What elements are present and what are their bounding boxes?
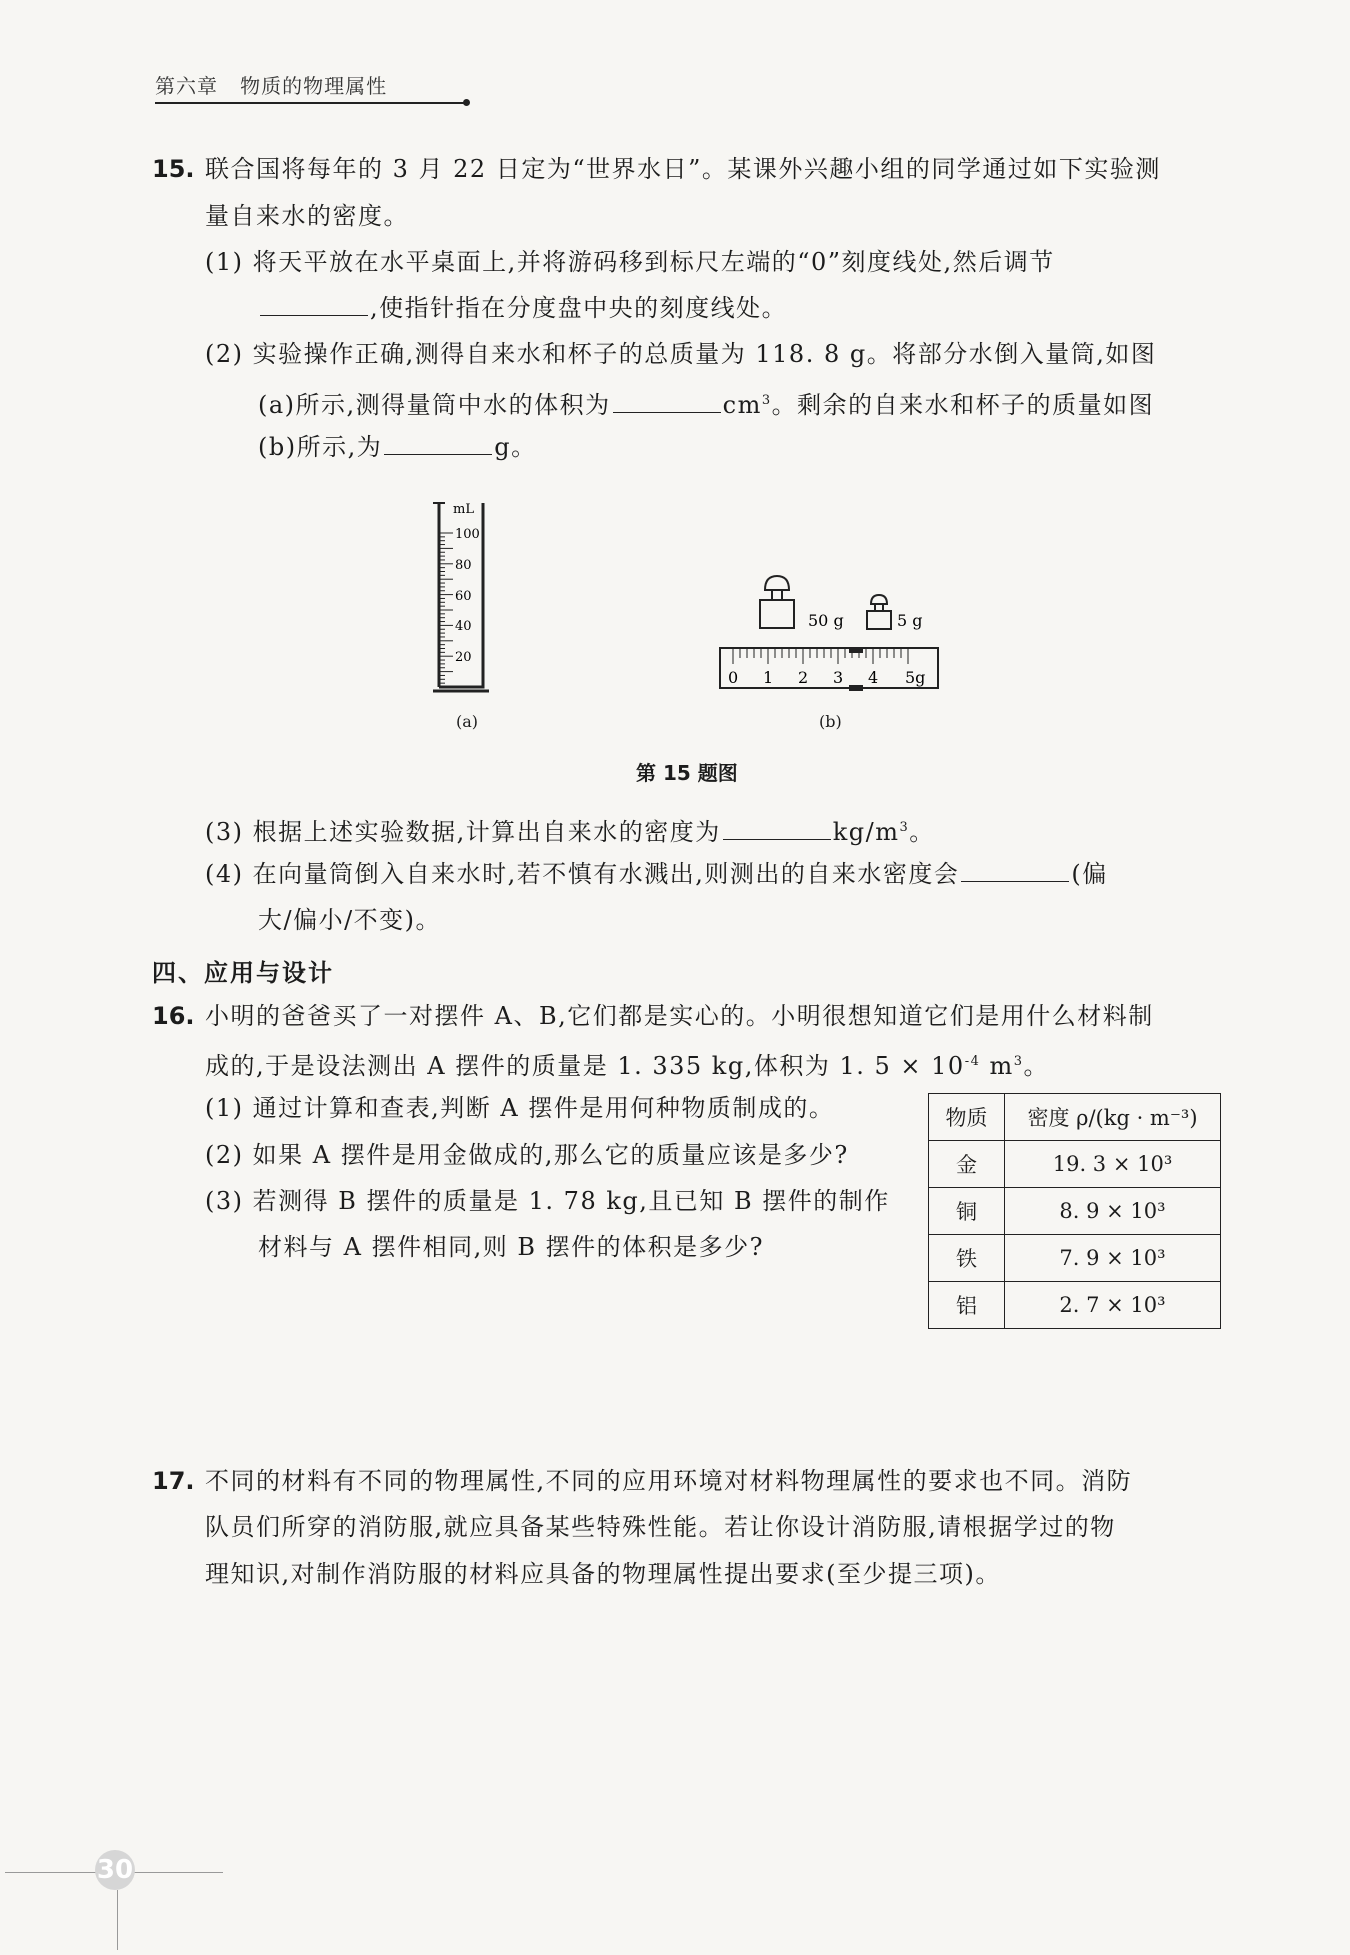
q15-line2: 量自来水的密度。 <box>205 202 409 230</box>
q16-part3-line1: (3) 若测得 B 摆件的质量是 1. 78 kg,且已知 B 摆件的制作 <box>205 1187 890 1215</box>
figure-a-label: (a) <box>456 712 479 731</box>
cylinder-tick-80: 80 <box>455 558 472 573</box>
q17-line1: 不同的材料有不同的物理属性,不同的应用环境对材料物理属性的要求也不同。消防 <box>205 1467 1133 1495</box>
table-cell-substance: 铁 <box>929 1235 1005 1282</box>
table-cell-density: 8. 9 × 10³ <box>1005 1188 1221 1235</box>
graduated-cylinder-figure <box>425 495 505 695</box>
figure-caption: 第 15 题图 <box>636 761 738 785</box>
answer-blank-q15-3[interactable] <box>723 817 831 840</box>
q15-part2-line2: (a)所示,测得量筒中水的体积为 $cm^3$。剩余的自来水和杯子的质量如图 <box>258 391 1155 419</box>
q16-part3-line2: 材料与 A 摆件相同,则 B 摆件的体积是多少? <box>258 1233 764 1261</box>
cylinder-tick-100: 100 <box>455 527 480 542</box>
table-cell-substance: 金 <box>929 1141 1005 1188</box>
q15-part2-line1: (2) 实验操作正确,测得自来水和杯子的总质量为 118. 8 g。将部分水倒入量筒,如图 <box>205 340 1157 368</box>
q15-part1-line1: (1) 将天平放在水平桌面上,并将游码移到标尺左端的“0”刻度线处,然后调节 <box>205 248 1055 276</box>
chapter-label: 第六章 <box>155 74 218 98</box>
answer-blank-q15-4[interactable] <box>961 859 1069 882</box>
q17-line2: 队员们所穿的消防服,就应具备某些特殊性能。若让你设计消防服,请根据学过的物 <box>205 1513 1116 1541</box>
weight-5g-label: 5 g <box>897 611 923 630</box>
scale-label-0: 0 <box>728 668 739 687</box>
header-rule-dot <box>463 99 470 106</box>
table-header-density: 密度 ρ/(kg · m⁻³) <box>1005 1094 1221 1141</box>
table-row <box>929 1188 1221 1235</box>
running-header <box>155 70 387 99</box>
table-header-row <box>929 1094 1221 1141</box>
q17-line3: 理知识,对制作消防服的材料应具备的物理属性提出要求(至少提三项)。 <box>205 1560 1001 1588</box>
table-header-substance: 物质 <box>929 1094 1005 1141</box>
scale-label-5: 5g <box>905 668 926 687</box>
scale-label-4: 4 <box>868 668 879 687</box>
balance-weights-figure <box>715 568 945 698</box>
q15-part2-line3: (b)所示,为 g。 <box>258 433 537 461</box>
chapter-title: 物质的物理属性 <box>240 74 388 98</box>
q15-part1-line2: ,使指针指在分度盘中央的刻度线处。 <box>258 292 787 324</box>
page-number: 30 <box>95 1850 135 1890</box>
table-cell-substance: 铝 <box>929 1282 1005 1329</box>
rider-top <box>849 647 863 653</box>
q16-line1: 小明的爸爸买了一对摆件 A、B,它们都是实心的。小明很想知道它们是用什么材料制 <box>205 1002 1154 1030</box>
cylinder-tick-20: 20 <box>455 650 472 665</box>
q17-number: 17. <box>152 1467 195 1495</box>
table-row <box>929 1282 1221 1329</box>
density-table <box>928 1093 1221 1329</box>
q15-part3: (3) 根据上述实验数据,计算出自来水的密度为 $kg/m^3$。 <box>205 818 935 846</box>
q15-part4-line2: 大/偏小/不变)。 <box>258 906 442 934</box>
table-row <box>929 1235 1221 1282</box>
answer-blank-q15-1[interactable] <box>260 293 368 316</box>
figure-b-label: (b) <box>819 712 842 731</box>
q16-number: 16. <box>152 1002 195 1030</box>
answer-blank-q15-2a[interactable] <box>613 390 721 413</box>
cylinder-unit: mL <box>453 502 474 517</box>
cylinder-tick-60: 60 <box>455 589 472 604</box>
q15-line1: 联合国将每年的 3 月 22 日定为“世界水日”。某课外兴趣小组的同学通过如下实验测 <box>205 155 1161 183</box>
table-cell-substance: 铜 <box>929 1188 1005 1235</box>
scale-label-2: 2 <box>798 668 809 687</box>
header-rule <box>155 102 467 104</box>
section-heading: 四、应用与设计 <box>152 959 334 987</box>
cylinder-tick-40: 40 <box>455 619 472 634</box>
weight-50g-label: 50 g <box>808 611 844 630</box>
table-cell-density: 7. 9 × 10³ <box>1005 1235 1221 1282</box>
footer-vertical-rule <box>117 1890 118 1950</box>
table-row <box>929 1141 1221 1188</box>
rider-bottom <box>849 685 863 691</box>
scale-label-1: 1 <box>763 668 774 687</box>
q15-part4-line1: (4) 在向量筒倒入自来水时,若不慎有水溅出,则测出的自来水密度会 (偏 <box>205 860 1108 888</box>
scale-label-3: 3 <box>833 668 844 687</box>
table-cell-density: 19. 3 × 10³ <box>1005 1141 1221 1188</box>
q15-number: 15. <box>152 155 195 183</box>
q16-line2: 成的,于是设法测出 A 摆件的质量是 1. 335 kg,体积为 1. $5 \times 10^{-4}$ $m^3$。 <box>205 1052 1050 1080</box>
answer-blank-q15-2b[interactable] <box>384 432 492 455</box>
q16-part2: (2) 如果 A 摆件是用金做成的,那么它的质量应该是多少? <box>205 1141 849 1169</box>
q16-part1: (1) 通过计算和查表,判断 A 摆件是用何种物质制成的。 <box>205 1094 835 1122</box>
table-cell-density: 2. 7 × 10³ <box>1005 1282 1221 1329</box>
